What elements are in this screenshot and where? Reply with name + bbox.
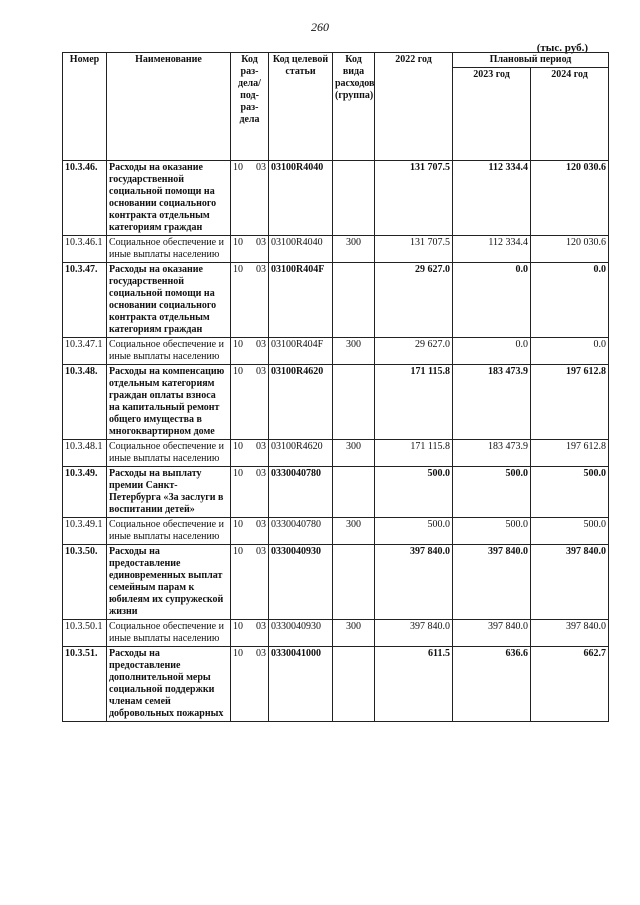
row-razdel-code: 10	[233, 546, 243, 557]
row-podrazdel-code: 03	[256, 237, 266, 248]
row-amount-2022: 29 627.0	[375, 338, 453, 365]
row-target-code: 03100R404F	[269, 338, 333, 365]
row-vid-code	[333, 545, 375, 620]
row-razdel	[231, 236, 269, 263]
header-2024: 2024 год	[531, 68, 609, 161]
row-podrazdel-code: 03	[256, 339, 266, 350]
row-vid-code	[333, 365, 375, 440]
table-row	[63, 620, 609, 647]
row-razdel	[231, 647, 269, 722]
row-vid-code: 300	[333, 338, 375, 365]
row-number: 10.3.46.	[63, 161, 107, 236]
row-target-code: 03100R4040	[269, 236, 333, 263]
header-row	[63, 53, 609, 68]
row-podrazdel-code: 03	[256, 366, 266, 377]
header-2022: 2022 год	[375, 53, 453, 161]
row-amount-2022: 29 627.0	[375, 263, 453, 338]
row-razdel	[231, 365, 269, 440]
row-name: Социальное обеспечение и иные выплаты населению	[107, 518, 231, 545]
header-number: Номер	[63, 53, 107, 161]
row-number: 10.3.49.1	[63, 518, 107, 545]
row-target-code: 03100R4620	[269, 365, 333, 440]
table-row	[63, 440, 609, 467]
row-razdel-code: 10	[233, 237, 243, 248]
row-name: Социальное обеспечение и иные выплаты населению	[107, 338, 231, 365]
row-name: Расходы на компенсацию отдельным категориям граждан оплаты взноса на капитальный ремонт общего имущества в многоквартирном доме	[107, 365, 231, 440]
row-razdel-code: 10	[233, 621, 243, 632]
row-amount-2022: 171 115.8	[375, 440, 453, 467]
row-name: Расходы на предоставление единовременных выплат семейным парам к юбилеям их супружеской жизни	[107, 545, 231, 620]
table-row	[63, 545, 609, 620]
row-vid-code: 300	[333, 440, 375, 467]
row-target-code: 0330041000	[269, 647, 333, 722]
row-amount-2022: 131 707.5	[375, 236, 453, 263]
row-razdel	[231, 518, 269, 545]
row-number: 10.3.49.	[63, 467, 107, 518]
row-amount-2024: 500.0	[531, 518, 609, 545]
row-podrazdel-code: 03	[256, 441, 266, 452]
row-amount-2022: 171 115.8	[375, 365, 453, 440]
row-razdel-code: 10	[233, 264, 243, 275]
row-target-code: 03100R404F	[269, 263, 333, 338]
row-amount-2023: 500.0	[453, 518, 531, 545]
row-target-code: 0330040780	[269, 518, 333, 545]
row-target-code: 0330040780	[269, 467, 333, 518]
row-podrazdel-code: 03	[256, 162, 266, 173]
row-number: 10.3.46.1	[63, 236, 107, 263]
row-amount-2024: 397 840.0	[531, 545, 609, 620]
row-podrazdel-code: 03	[256, 648, 266, 659]
row-number: 10.3.50.1	[63, 620, 107, 647]
row-amount-2023: 636.6	[453, 647, 531, 722]
row-amount-2023: 112 334.4	[453, 161, 531, 236]
row-target-code: 0330040930	[269, 620, 333, 647]
table-row	[63, 263, 609, 338]
row-name: Расходы на оказание государственной социальной помощи на основании социального контракта отдельным категориям граждан	[107, 263, 231, 338]
table-row	[63, 161, 609, 236]
row-name: Социальное обеспечение и иные выплаты населению	[107, 440, 231, 467]
page-number: 260	[311, 20, 329, 34]
header-2023: 2023 год	[453, 68, 531, 161]
row-amount-2023: 0.0	[453, 263, 531, 338]
row-razdel	[231, 545, 269, 620]
row-vid-code: 300	[333, 236, 375, 263]
row-razdel	[231, 620, 269, 647]
row-amount-2022: 500.0	[375, 467, 453, 518]
row-amount-2024: 0.0	[531, 263, 609, 338]
row-vid-code	[333, 647, 375, 722]
row-number: 10.3.47.1	[63, 338, 107, 365]
row-amount-2024: 120 030.6	[531, 161, 609, 236]
row-amount-2023: 397 840.0	[453, 620, 531, 647]
row-razdel-code: 10	[233, 162, 243, 173]
row-razdel	[231, 440, 269, 467]
row-razdel	[231, 338, 269, 365]
row-razdel	[231, 263, 269, 338]
row-podrazdel-code: 03	[256, 621, 266, 632]
row-vid-code	[333, 161, 375, 236]
row-amount-2024: 197 612.8	[531, 440, 609, 467]
row-amount-2024: 397 840.0	[531, 620, 609, 647]
table-row	[63, 338, 609, 365]
row-razdel-code: 10	[233, 519, 243, 530]
row-target-code: 03100R4040	[269, 161, 333, 236]
row-number: 10.3.48.	[63, 365, 107, 440]
units-label: (тыс. руб.)	[536, 42, 588, 54]
row-podrazdel-code: 03	[256, 264, 266, 275]
row-razdel-code: 10	[233, 441, 243, 452]
row-amount-2024: 0.0	[531, 338, 609, 365]
table-row	[63, 467, 609, 518]
row-number: 10.3.48.1	[63, 440, 107, 467]
row-razdel-code: 10	[233, 366, 243, 377]
budget-table	[62, 52, 609, 722]
row-amount-2023: 0.0	[453, 338, 531, 365]
row-razdel-code: 10	[233, 468, 243, 479]
row-amount-2022: 500.0	[375, 518, 453, 545]
table-row	[63, 236, 609, 263]
row-number: 10.3.51.	[63, 647, 107, 722]
row-amount-2022: 397 840.0	[375, 545, 453, 620]
row-name: Социальное обеспечение и иные выплаты населению	[107, 620, 231, 647]
row-vid-code: 300	[333, 518, 375, 545]
row-name: Расходы на оказание государственной социальной помощи на основании социального контракта отдельным категориям граждан	[107, 161, 231, 236]
row-number: 10.3.50.	[63, 545, 107, 620]
row-target-code: 03100R4620	[269, 440, 333, 467]
table-row	[63, 518, 609, 545]
header-vid: Код вида расходов (группа)	[333, 53, 375, 161]
row-razdel	[231, 467, 269, 518]
row-razdel	[231, 161, 269, 236]
row-amount-2023: 397 840.0	[453, 545, 531, 620]
table-body	[63, 161, 609, 722]
row-razdel-code: 10	[233, 339, 243, 350]
row-amount-2024: 197 612.8	[531, 365, 609, 440]
row-podrazdel-code: 03	[256, 468, 266, 479]
table-row	[63, 365, 609, 440]
row-podrazdel-code: 03	[256, 546, 266, 557]
row-amount-2022: 397 840.0	[375, 620, 453, 647]
row-number: 10.3.47.	[63, 263, 107, 338]
row-amount-2023: 112 334.4	[453, 236, 531, 263]
row-name: Расходы на предоставление дополнительной меры социальной поддержки членам семей добровольных пожарных	[107, 647, 231, 722]
row-vid-code	[333, 263, 375, 338]
row-name: Социальное обеспечение и иные выплаты населению	[107, 236, 231, 263]
row-name: Расходы на выплату премии Санкт-Петербурга «За заслуги в воспитании детей»	[107, 467, 231, 518]
row-amount-2022: 611.5	[375, 647, 453, 722]
row-amount-2024: 500.0	[531, 467, 609, 518]
row-razdel-code: 10	[233, 648, 243, 659]
header-plan-period: Плановый период	[453, 53, 609, 68]
row-amount-2022: 131 707.5	[375, 161, 453, 236]
header-target: Код целевой статьи	[269, 53, 333, 161]
header-razdel: Код раз-дела/ под-раз-дела	[231, 53, 269, 161]
row-podrazdel-code: 03	[256, 519, 266, 530]
row-amount-2024: 662.7	[531, 647, 609, 722]
row-target-code: 0330040930	[269, 545, 333, 620]
row-amount-2023: 500.0	[453, 467, 531, 518]
row-vid-code	[333, 467, 375, 518]
row-amount-2024: 120 030.6	[531, 236, 609, 263]
table-row	[63, 647, 609, 722]
row-amount-2023: 183 473.9	[453, 365, 531, 440]
row-amount-2023: 183 473.9	[453, 440, 531, 467]
row-vid-code: 300	[333, 620, 375, 647]
header-name: Наименование	[107, 53, 231, 161]
